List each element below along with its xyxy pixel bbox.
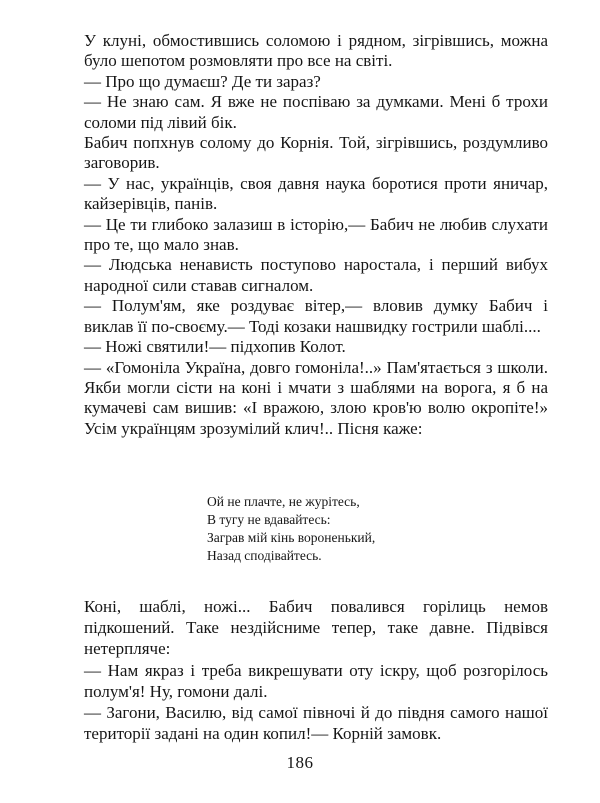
paragraph: Бабич попхнув солому до Корнія. Той, зігрівшись, роздумливо заговорив. xyxy=(84,133,548,173)
main-text xyxy=(84,31,548,439)
paragraph: — Це ти глибоко залазиш в історію,— Бабич не любив слухати про те, що мало знав. xyxy=(84,214,548,255)
paragraph: — Полум'ям, яке роздуває вітер,— вловив думку Бабич і виклав її по-своєму.— Тоді козаки нашвидку гострили шаблі.... xyxy=(84,296,548,336)
paragraph: — Людська ненависть поступово наростала, і перший вибух народної сили ставав сигналом. xyxy=(84,255,548,295)
poem-line: Заграв мій кінь вороненький, xyxy=(207,530,376,545)
paragraph: — «Гомоніла Україна, довго гомоніла!..» Пам'ятається з школи. Якби могли сісти на коні і мчати з шаблями на ворога, я б на кумачеві сам вишив: «І вражою, злою кров'ю волю окропіте!» Усім українцям зрозумілий клич!.. Пісня каже: xyxy=(84,357,548,438)
paragraph: — Загони, Василю, від самої півночі й до півдня самого нашої території задані на один копил!— Корній замовк. xyxy=(84,703,548,744)
paragraph: Коні, шаблі, ножі... Бабич повалився горілиць немов підкошений. Таке нездійсниме тепер, таке давне. Підвівся нетерпляче: xyxy=(84,597,548,659)
page-number: 186 xyxy=(286,753,314,772)
poem-quote xyxy=(207,493,467,565)
paragraph: У клуні, обмостившись соломою і рядном, зігрівшись, можна було шепотом розмовляти про все на світі. xyxy=(84,31,548,71)
paragraph: — Не знаю сам. Я вже не поспіваю за думками. Мені б трохи соломи під лівий бік. xyxy=(84,92,548,132)
paragraph: — Про що думаєш? Де ти зараз? xyxy=(84,71,321,91)
paragraph: — Нам якраз і треба викрешувати оту іскру, щоб розгорілось полум'я! Ну, гомони далі. xyxy=(84,660,548,701)
paragraph: — Ножі святили!— підхопив Колот. xyxy=(84,337,346,357)
poem-line: Ой не плачте, не журітесь, xyxy=(207,494,360,509)
poem-line: Назад сподівайтесь. xyxy=(207,548,322,563)
paragraph: — У нас, українців, своя давня наука боротися проти яничар, кайзерівців, панів. xyxy=(84,173,548,214)
main-text-continued xyxy=(84,596,548,744)
poem-line: В тугу не вдавайтесь: xyxy=(207,512,331,527)
